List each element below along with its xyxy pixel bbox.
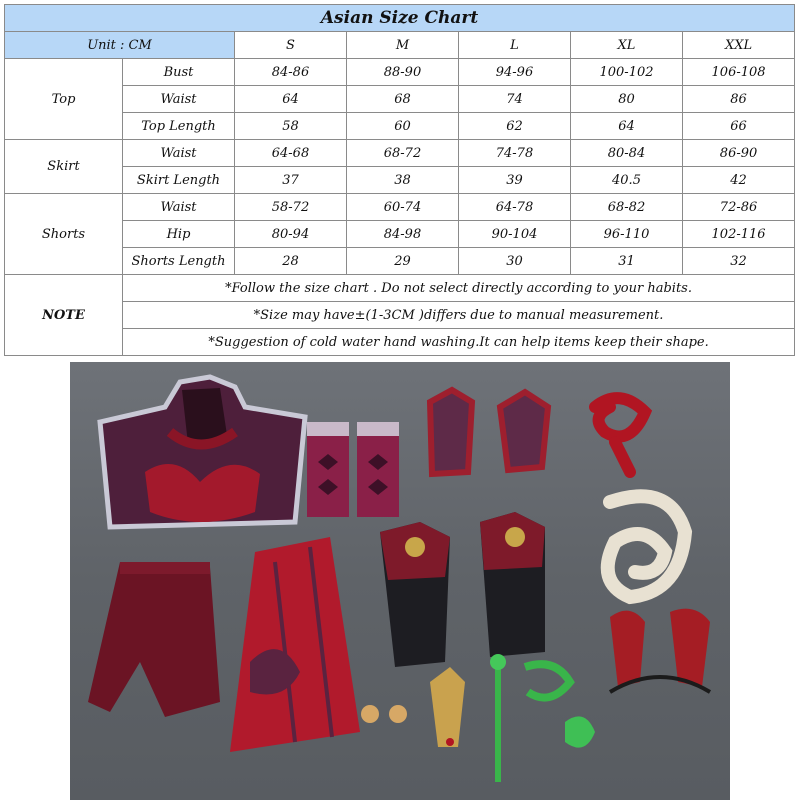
size-chart xyxy=(4,4,794,356)
measurement-label: Skirt Length xyxy=(123,167,235,194)
measurement-value: 64 xyxy=(571,113,683,140)
measurement-value: 90-104 xyxy=(459,221,571,248)
bodice-piece xyxy=(100,377,305,527)
note-text: *Follow the size chart . Do not select directly according to your habits. xyxy=(123,275,795,302)
arm-warmers xyxy=(307,422,399,517)
table-row xyxy=(5,248,795,275)
table-row xyxy=(5,140,795,167)
measurement-value: 86 xyxy=(683,86,795,113)
shorts-piece xyxy=(88,562,220,717)
measurement-label: Hip xyxy=(123,221,235,248)
measurement-value: 100-102 xyxy=(571,59,683,86)
header-row xyxy=(5,32,795,59)
note-text: *Suggestion of cold water hand washing.It can help items keep their shape. xyxy=(123,329,795,356)
chart-title: Asian Size Chart xyxy=(5,5,795,32)
size-header-xl: XL xyxy=(571,32,683,59)
table-row xyxy=(5,167,795,194)
white-rope xyxy=(608,496,685,597)
costume-photo xyxy=(70,362,730,800)
measurement-label: Waist xyxy=(123,86,235,113)
measurement-value: 38 xyxy=(347,167,459,194)
measurement-value: 64-68 xyxy=(235,140,347,167)
skirt-piece xyxy=(230,537,360,752)
size-header-s: S xyxy=(235,32,347,59)
size-header-l: L xyxy=(459,32,571,59)
measurement-value: 94-96 xyxy=(459,59,571,86)
measurement-value: 32 xyxy=(683,248,795,275)
table-row xyxy=(5,59,795,86)
note-row xyxy=(5,275,795,302)
note-text: *Size may have±(1-3CM )differs due to manual measurement. xyxy=(123,302,795,329)
measurement-value: 88-90 xyxy=(347,59,459,86)
measurement-value: 58 xyxy=(235,113,347,140)
measurement-value: 60 xyxy=(347,113,459,140)
measurement-value: 60-74 xyxy=(347,194,459,221)
measurement-value: 102-116 xyxy=(683,221,795,248)
measurement-value: 68 xyxy=(347,86,459,113)
measurement-value: 74 xyxy=(459,86,571,113)
title-row xyxy=(5,5,795,32)
note-label: NOTE xyxy=(5,275,123,356)
measurement-value: 96-110 xyxy=(571,221,683,248)
fox-ears-headband xyxy=(610,609,710,692)
measurement-value: 86-90 xyxy=(683,140,795,167)
measurement-value: 84-86 xyxy=(235,59,347,86)
measurement-value: 42 xyxy=(683,167,795,194)
measurement-value: 40.5 xyxy=(571,167,683,194)
measurement-value: 80-94 xyxy=(235,221,347,248)
size-header-xxl: XXL xyxy=(683,32,795,59)
gold-accessories xyxy=(361,667,465,747)
gauntlets xyxy=(430,390,548,474)
red-rope xyxy=(595,398,645,472)
group-label-skirt: Skirt xyxy=(5,140,123,194)
boot-covers xyxy=(380,512,545,667)
size-table xyxy=(4,4,795,356)
table-row xyxy=(5,86,795,113)
measurement-value: 106-108 xyxy=(683,59,795,86)
measurement-label: Shorts Length xyxy=(123,248,235,275)
green-accessories xyxy=(490,654,595,782)
measurement-value: 64 xyxy=(235,86,347,113)
measurement-value: 80-84 xyxy=(571,140,683,167)
unit-label: Unit : CM xyxy=(5,32,235,59)
measurement-value: 80 xyxy=(571,86,683,113)
measurement-value: 68-72 xyxy=(347,140,459,167)
measurement-value: 68-82 xyxy=(571,194,683,221)
measurement-label: Bust xyxy=(123,59,235,86)
measurement-value: 29 xyxy=(347,248,459,275)
table-row xyxy=(5,194,795,221)
measurement-value: 74-78 xyxy=(459,140,571,167)
measurement-label: Waist xyxy=(123,194,235,221)
size-header-m: M xyxy=(347,32,459,59)
costume-illustration xyxy=(70,362,730,800)
measurement-value: 62 xyxy=(459,113,571,140)
table-row xyxy=(5,113,795,140)
measurement-value: 66 xyxy=(683,113,795,140)
measurement-value: 28 xyxy=(235,248,347,275)
group-label-shorts: Shorts xyxy=(5,194,123,275)
measurement-value: 72-86 xyxy=(683,194,795,221)
note-row xyxy=(5,302,795,329)
table-row xyxy=(5,221,795,248)
group-label-top: Top xyxy=(5,59,123,140)
measurement-value: 30 xyxy=(459,248,571,275)
measurement-value: 84-98 xyxy=(347,221,459,248)
measurement-label: Top Length xyxy=(123,113,235,140)
note-row xyxy=(5,329,795,356)
measurement-value: 64-78 xyxy=(459,194,571,221)
measurement-value: 31 xyxy=(571,248,683,275)
measurement-value: 58-72 xyxy=(235,194,347,221)
measurement-value: 37 xyxy=(235,167,347,194)
measurement-value: 39 xyxy=(459,167,571,194)
measurement-label: Waist xyxy=(123,140,235,167)
